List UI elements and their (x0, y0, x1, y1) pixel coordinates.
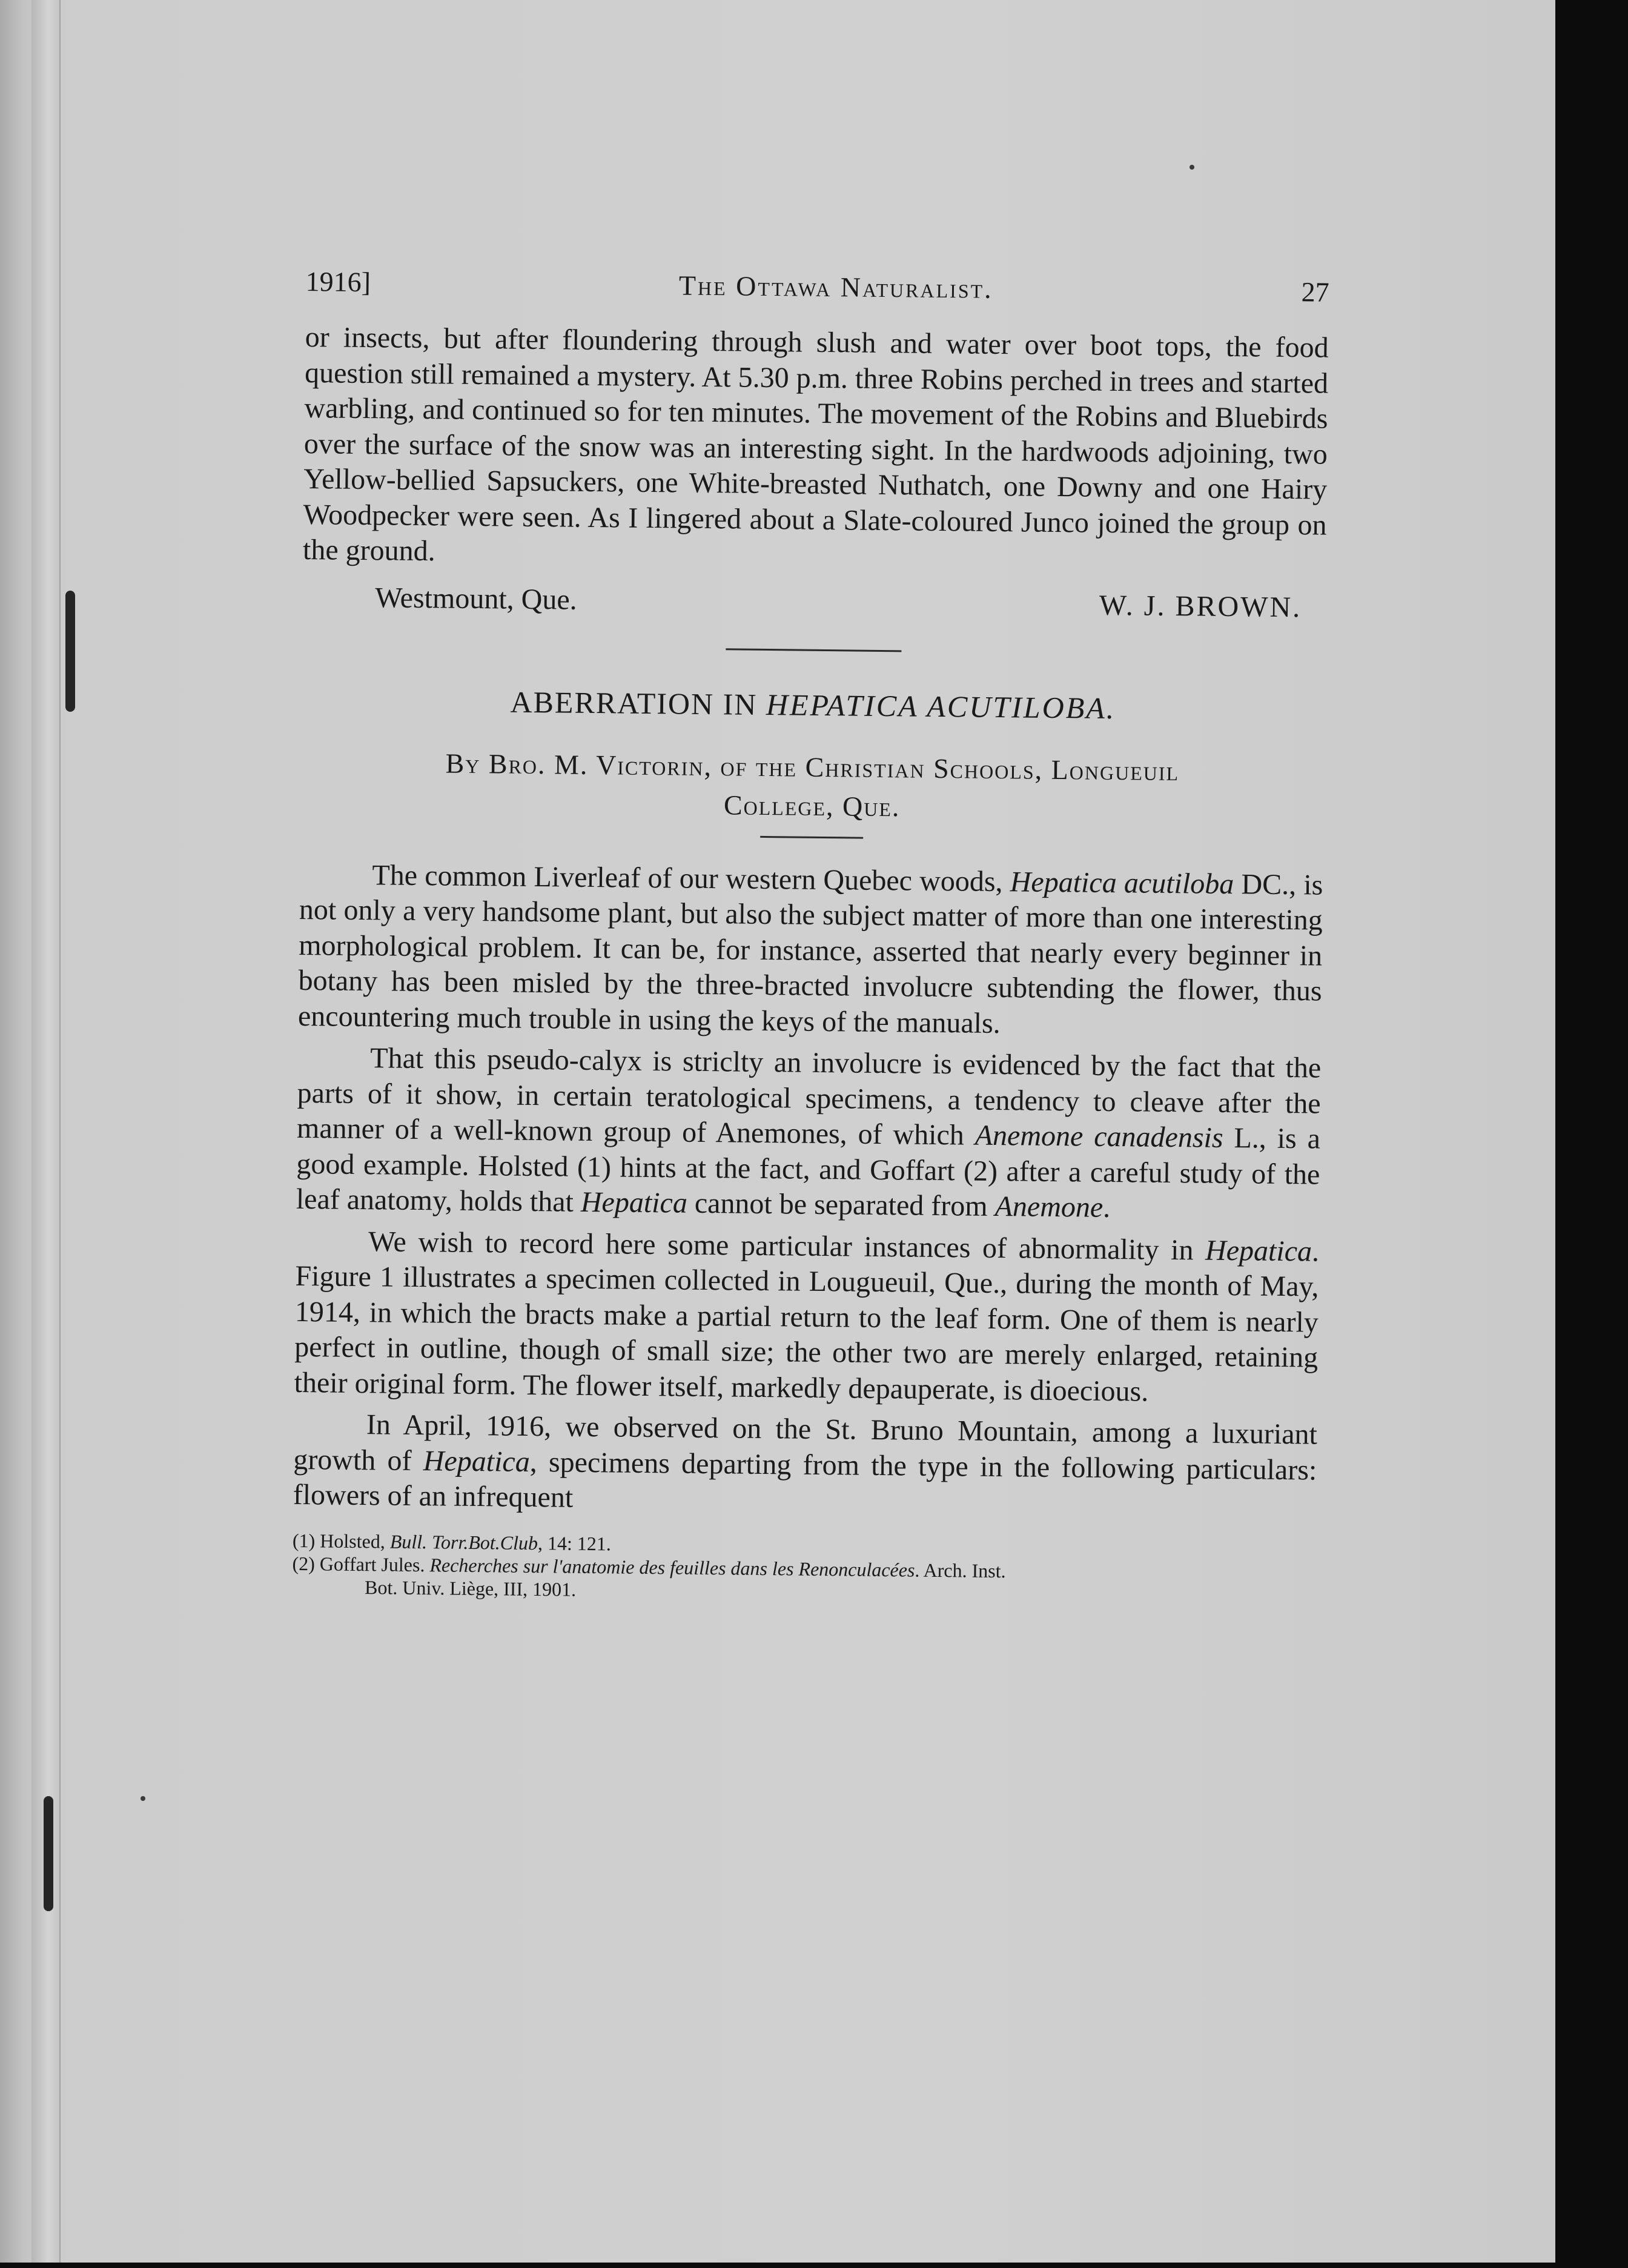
paper-speck (141, 1796, 145, 1801)
article-byline (300, 742, 1324, 831)
genus-name: Hepatica (580, 1185, 688, 1219)
text-run: In April, 1916, we observed on the St. Bruno Mountain, among a luxuriant growth of (293, 1408, 1318, 1477)
section-divider (726, 648, 901, 652)
species-name: Hepatica acutiloba (1010, 865, 1234, 900)
signature-line (375, 581, 1302, 624)
article-title-prefix: ABERRATION IN (510, 685, 767, 721)
work-title: Recherches sur l'anatomie des feuilles dans les Renonculacées (429, 1553, 915, 1581)
text-run: . Figure 1 illustrates a specimen collected in Lougueuil, Que., during the month of May, 1914, in which the bracts make a partial return to the leaf form. One of them is nearly perfect in outline, though of small size; the other two are merely enlarged, retaining their original form. The flower itself, markedly depauperate, is dioecious. (294, 1235, 1320, 1408)
continued-paragraph: or insects, but after floundering through slush and water over boot tops, the food question still remained a mystery. At 5.30 p.m. three Robins perched in trees and started warbling, and continued so for ten minutes. The movement of the Robins and Bluebirds over the surface of the snow was an interesting sight. In the hardwoods adjoining, two Yellow-bellied Sapsuckers, one White-breasted Nuthatch, one Downy and one Hairy Woodpecker were seen. As I lingered about a Slate-coloured Junco joined the group on the ground. (302, 320, 1329, 568)
byline-divider (760, 835, 863, 838)
body-paragraph-4 (293, 1407, 1317, 1524)
journal-name: Bull. Torr.Bot.Club (389, 1530, 538, 1554)
signature-author: W. J. BROWN. (1099, 589, 1302, 623)
species-name: Anemone canadensis (974, 1119, 1223, 1154)
article-title (301, 681, 1325, 728)
footnote-2-continuation: Bot. Univ. Liège, III, 1901. (364, 1576, 577, 1600)
genus-name: Hepatica (1205, 1234, 1312, 1267)
text-run: (1) Holsted, (292, 1529, 391, 1553)
running-head-year: 1916] (305, 265, 371, 298)
staple-upper (65, 591, 75, 712)
text-run: The common Liverleaf of our western Quebec woods, (372, 858, 1011, 898)
binding-spine (31, 0, 61, 2263)
footnotes (292, 1528, 1316, 1608)
staple-lower (44, 1796, 53, 1911)
running-head (305, 265, 1329, 331)
text-run: . (1102, 1191, 1111, 1224)
genus-name: Hepatica (423, 1444, 531, 1478)
byline-line-2: College, Que. (723, 789, 901, 822)
genus-name: Anemone (994, 1190, 1104, 1224)
page-content (292, 265, 1329, 1608)
text-run: , 14: 121. (537, 1531, 612, 1554)
body-paragraph-2 (296, 1040, 1322, 1228)
text-run: We wish to record here some particular instances of abnormality in (368, 1225, 1206, 1267)
running-head-journal: The Ottawa Naturalist. (678, 270, 993, 304)
signature-place: Westmount, Que. (374, 581, 577, 616)
article-title-species: HEPATICA ACUTILOBA. (766, 687, 1116, 725)
body-paragraph-3 (294, 1223, 1319, 1411)
paper-speck (1190, 165, 1194, 170)
byline-line-1: By Bro. M. Victorin, of the Christian Schools, Longueuil (445, 747, 1180, 786)
text-run: L., is a good example. Holsted (1) hints at the fact, and Goffart (2) after a careful study of the leaf anatomy, holds that (296, 1121, 1321, 1218)
page-number: 27 (1301, 276, 1329, 308)
text-run: , specimens departing from the type in the following particulars: flowers of an infrequent (293, 1445, 1317, 1514)
text-run: DC., is not only a very handsome plant, but also the subject matter of more than one interesting morphological problem. It can be, for instance, asserted that nearly every beginner in botany has been misled by the three-bracted involucre subtending the flower, thus encountering much trouble in using the keys of the manuals. (297, 867, 1323, 1040)
body-paragraph-1 (298, 857, 1323, 1044)
text-run: That this pseudo-calyx is striclty an involucre is evidenced by the fact that the parts of it show, in certain teratological specimens, a tendency to cleave after the manner of a well-known group of Anemones, of which (296, 1042, 1322, 1152)
text-run: cannot be separated from (687, 1187, 995, 1222)
text-run: (2) Goffart Jules. (292, 1552, 430, 1576)
text-run: . Arch. Inst. (915, 1559, 1006, 1582)
